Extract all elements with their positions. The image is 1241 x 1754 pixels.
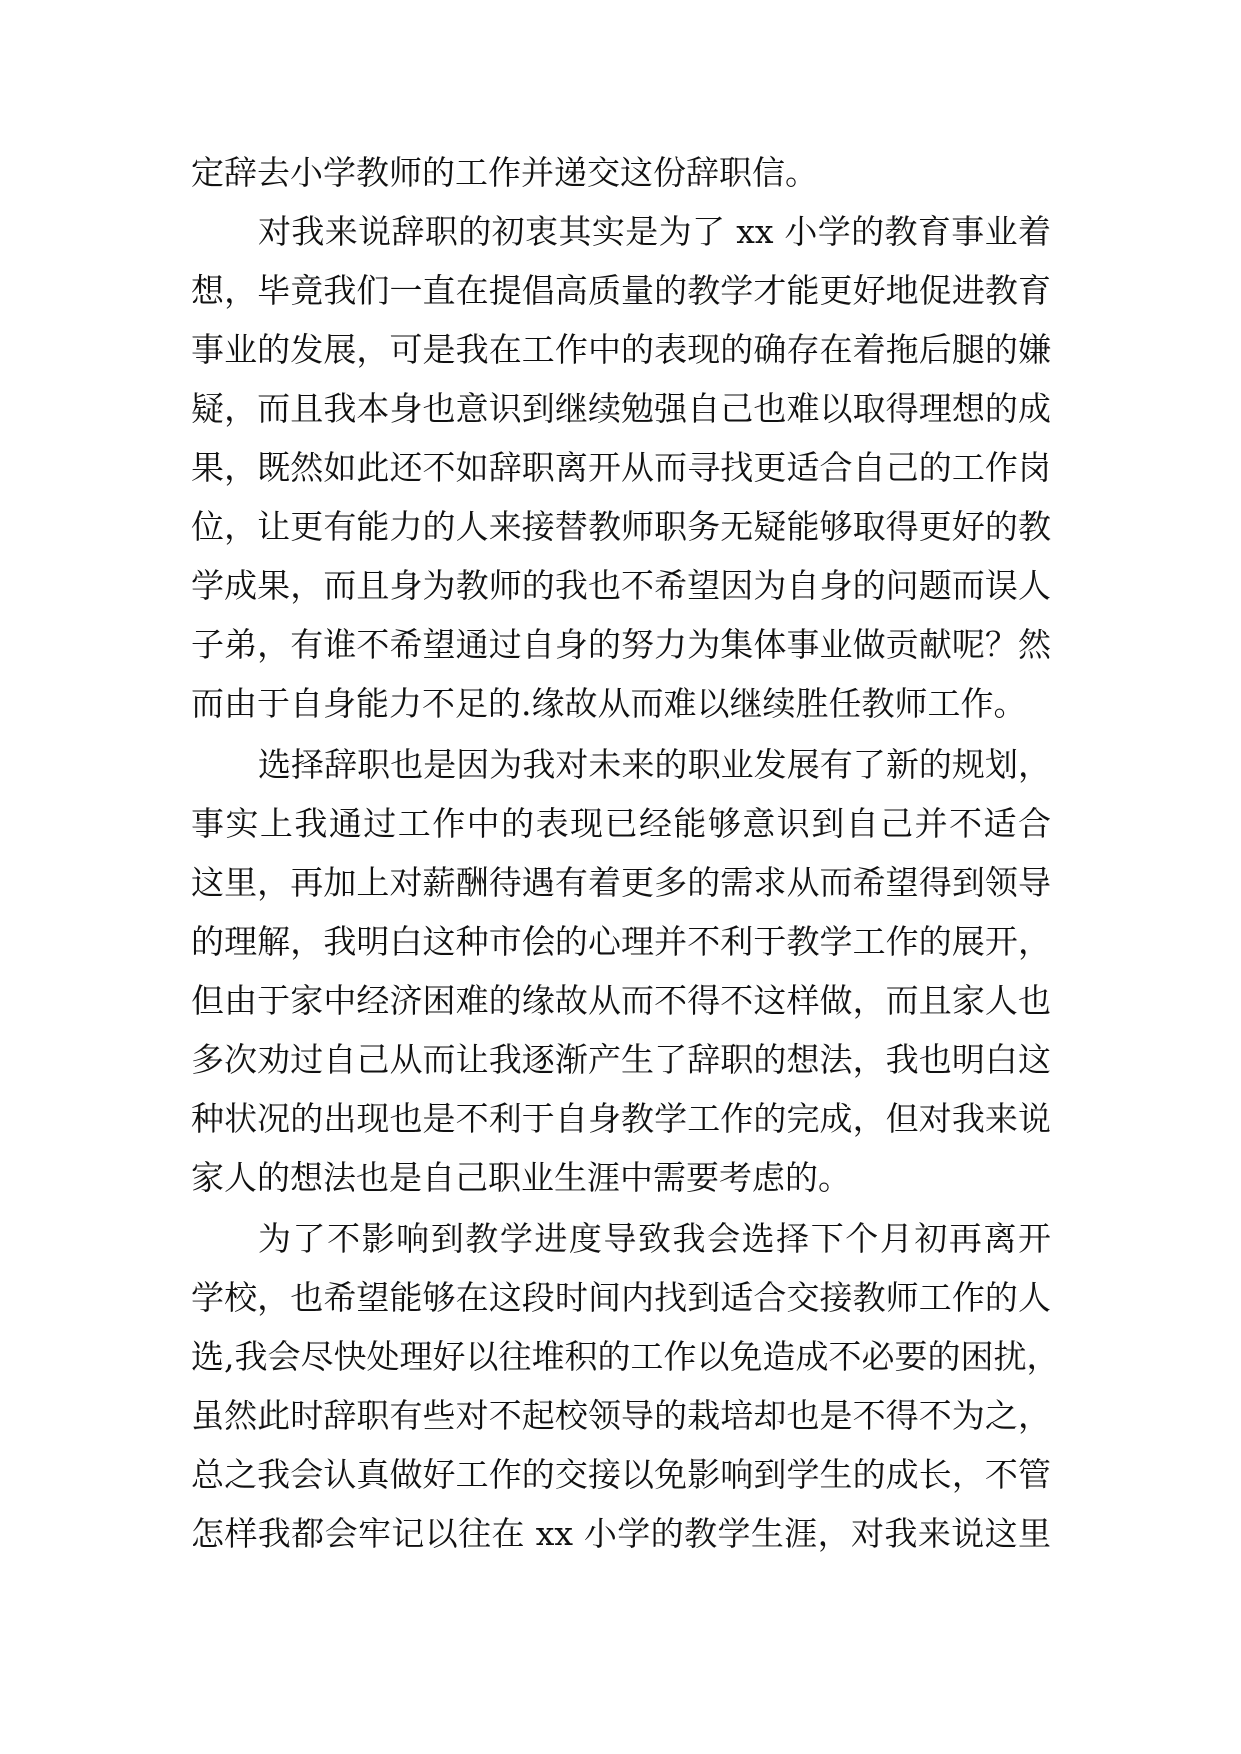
text-line: 疑，而且我本身也意识到继续勉强自己也难以取得理想的成: [191, 389, 1051, 428]
text-line: 但由于家中经济困难的缘故从而不得不这样做，而且家人也: [191, 981, 1051, 1020]
text-line: 子弟，有谁不希望通过自身的努力为集体事业做贡献呢？然: [191, 625, 1051, 664]
text-line: 这里，再加上对薪酬待遇有着更多的需求从而希望得到领导: [191, 863, 1051, 902]
text-line: 位，让更有能力的人来接替教师职务无疑能够取得更好的教: [191, 507, 1051, 546]
text-line: 总之我会认真做好工作的交接以免影响到学生的成长，不管: [191, 1455, 1051, 1494]
paragraph-first-line: 对我来说辞职的初衷其实是为了 xx 小学的教育事业着: [258, 212, 1051, 251]
text-line: 多次劝过自己从而让我逐渐产生了辞职的想法，我也明白这: [191, 1040, 1051, 1079]
text-line: 想，毕竟我们一直在提倡高质量的教学才能更好地促进教育: [191, 271, 1051, 310]
text-line: 家人的想法也是自己职业生涯中需要考虑的。: [191, 1158, 851, 1197]
text-line: 而由于自身能力不足的.缘故从而难以继续胜任教师工作。: [191, 684, 1027, 723]
text-line: 怎样我都会牢记以往在 xx 小学的教学生涯，对我来说这里: [191, 1514, 1051, 1553]
text-line: 种状况的出现也是不利于自身教学工作的完成，但对我来说: [191, 1099, 1051, 1138]
paragraph-first-line: 选择辞职也是因为我对未来的职业发展有了新的规划，: [258, 745, 1051, 784]
text-line: 学成果，而且身为教师的我也不希望因为自身的问题而误人: [191, 566, 1051, 605]
text-line: 选,我会尽快处理好以往堆积的工作以免造成不必要的困扰，: [191, 1337, 1060, 1376]
text-line: 的理解，我明白这种市侩的心理并不利于教学工作的展开，: [191, 922, 1051, 961]
text-line: 果，既然如此还不如辞职离开从而寻找更适合自己的工作岗: [191, 448, 1051, 487]
paragraph-first-line: 为了不影响到教学进度导致我会选择下个月初再离开: [258, 1219, 1051, 1258]
text-line: 事业的发展，可是我在工作中的表现的确存在着拖后腿的嫌: [191, 330, 1051, 369]
text-line: 虽然此时辞职有些对不起校领导的栽培却也是不得不为之，: [191, 1396, 1051, 1435]
text-line: 事实上我通过工作中的表现已经能够意识到自己并不适合: [191, 804, 1051, 843]
text-line: 学校，也希望能够在这段时间内找到适合交接教师工作的人: [191, 1278, 1051, 1317]
text-line: 定辞去小学教师的工作并递交这份辞职信。: [191, 153, 818, 192]
